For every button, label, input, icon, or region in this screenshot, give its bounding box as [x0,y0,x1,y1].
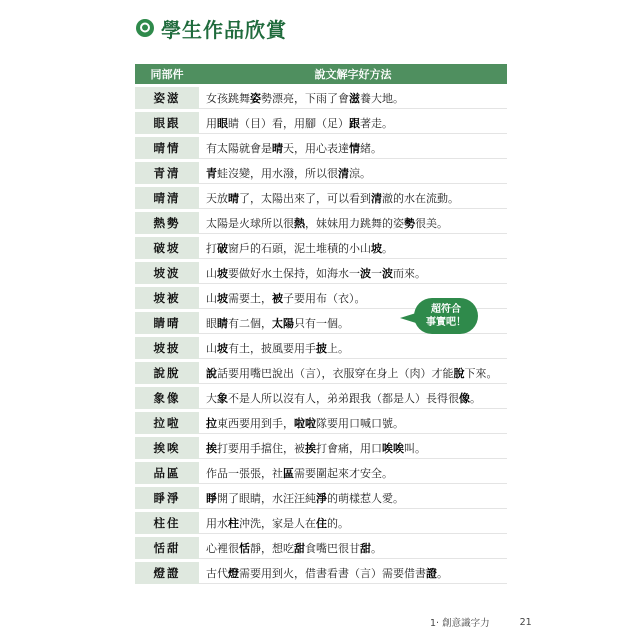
sentence-text: 了，太陽出來了，可以看到 [239,191,371,205]
component-pair: 拉啦 [135,412,199,434]
component-pair: 晴清 [135,187,199,209]
sentence-text: 的萌樣惹人愛。 [327,491,404,505]
highlighted-char: 太陽 [272,316,294,330]
explanation-sentence [199,387,507,409]
highlighted-char: 燈 [228,566,239,580]
highlighted-char: 像 [459,391,470,405]
table-row [135,462,507,484]
table-row [135,362,507,384]
explanation-sentence [199,512,507,534]
sentence-text: 有二個， [228,316,272,330]
highlighted-char: 晴 [228,191,239,205]
component-pair: 燈證 [135,562,199,584]
sentence-text: 心裡很 [206,541,239,555]
sentence-text: 子要用布（衣）。 [283,291,366,305]
sentence-text: 用 [206,116,217,130]
table-row [135,212,507,234]
component-pair: 象像 [135,387,199,409]
sentence-text: 需要圍起來才安全。 [294,466,393,480]
explanation-sentence [199,337,507,359]
component-pair: 恬甜 [135,537,199,559]
table-row [135,262,507,284]
bubble-line-2: 事實吧！ [426,317,466,328]
highlighted-char: 挨 [206,441,217,455]
sentence-text: 下來。 [464,366,498,380]
chapter-label: 1‧ 創意識字力 [430,618,490,629]
sentence-text: 一 [371,266,382,280]
highlighted-char: 住 [316,516,327,530]
explanation-sentence [199,187,507,209]
table-row [135,112,507,134]
highlighted-char: 晴 [272,141,283,155]
sentence-text: 很美。 [415,216,448,230]
table-row [135,137,507,159]
table-header-row [135,64,507,84]
sentence-text: 天放 [206,191,228,205]
sentence-text: 女孩跳舞 [206,91,250,105]
sentence-text: 需要土， [228,291,272,305]
sentence-text: 靜，想吃 [250,541,294,555]
explanation-sentence [199,362,507,384]
explanation-sentence [199,437,507,459]
explanation-sentence [199,262,507,284]
component-pair: 破坡 [135,237,199,259]
sentence-text: 用水 [206,516,228,530]
highlighted-char: 破 [217,241,228,255]
highlighted-char: 波 [360,266,371,280]
highlighted-char: 區 [283,466,294,480]
header-component: 同部件 [135,64,199,84]
sentence-text: 著走。 [360,116,393,130]
table-row [135,87,507,109]
highlighted-char: 清 [371,191,382,205]
sentence-text: 而來。 [393,266,426,280]
highlighted-char: 唉唉 [382,441,404,455]
highlighted-char: 青 [206,166,217,180]
table-row [135,187,507,209]
table-row [135,337,507,359]
highlighted-char: 滋 [349,91,360,105]
sentence-text: 。 [437,566,448,580]
sentence-text: ，妹妹用力跳舞的姿 [305,216,404,230]
explanation-sentence [199,87,507,109]
sentence-text: 山 [206,341,217,355]
sentence-text: 眼 [206,316,217,330]
sentence-text: 東西要用到手， [217,416,294,430]
highlighted-char: 被 [272,291,283,305]
highlighted-char: 熱 [294,216,305,230]
highlighted-char: 情 [349,141,360,155]
page-number: 21 [519,616,532,628]
sentence-text: 食嘴巴很甘 [305,541,360,555]
explanation-sentence [199,562,507,584]
sentence-text: 開了眼睛，水汪汪純 [217,491,316,505]
sentence-text: 養大地。 [360,91,404,105]
sentence-text: 上。 [327,341,349,355]
highlighted-char: 睜 [206,491,217,505]
sentence-text: 。 [382,241,393,255]
highlighted-char: 眼 [217,116,228,130]
explanation-sentence [199,212,507,234]
title-row [135,14,287,42]
sentence-text: 山 [206,266,217,280]
sentence-text: 打要用手擋住，被 [217,441,305,455]
page-title: 學生作品欣賞 [161,17,287,42]
table-row [135,237,507,259]
highlighted-char: 甜 [360,541,371,555]
sentence-text: 只有一個。 [294,316,349,330]
component-pair: 眼跟 [135,112,199,134]
component-pair: 姿滋 [135,87,199,109]
explanation-sentence [199,462,507,484]
sentence-text: 有土，披風要用手 [228,341,316,355]
component-pair: 柱住 [135,512,199,534]
page-footer [430,615,532,629]
table-row [135,512,507,534]
sentence-text: 古代 [206,566,228,580]
explanation-sentence [199,137,507,159]
sentence-text: 打會痛，用口 [316,441,382,455]
table-row [135,562,507,584]
sentence-text: 叫。 [404,441,426,455]
table-body [135,87,507,584]
sentence-text: 要做好水土保持，如海水一 [228,266,360,280]
highlighted-char: 坡 [217,291,228,305]
sentence-text: 作品一張張，社 [206,466,283,480]
sentence-text: 隊要用口喊口號。 [316,416,404,430]
sentence-text: 話要用嘴巴說出（言），衣服穿在身上（肉）才能 [217,366,454,380]
sentence-text: 有太陽就會是 [206,141,272,155]
highlighted-char: 象 [217,391,228,405]
highlighted-char: 坡 [217,266,228,280]
sentence-text: 太陽是火球所以很 [206,216,294,230]
chat-bubble-icon [135,18,155,38]
sentence-text: 勢漂亮，下雨了會 [261,91,349,105]
explanation-sentence [199,412,507,434]
sentence-text: 需要用到火，借書看書（言）需要借書 [239,566,426,580]
highlighted-char: 清 [338,166,349,180]
highlighted-char: 甜 [294,541,305,555]
speech-bubble [414,298,478,334]
sentence-text: 睛（目）看，用腳（足） [228,116,349,130]
sentence-text: 緒。 [360,141,382,155]
component-pair: 坡被 [135,287,199,309]
explanation-sentence [199,487,507,509]
sentence-text: 窗戶的石頭，泥土堆積的小山 [228,241,371,255]
table-row [135,487,507,509]
highlighted-char: 恬 [239,541,250,555]
highlighted-char: 坡 [371,241,382,255]
highlighted-char: 姿 [250,91,261,105]
table-row [135,437,507,459]
bubble-line-1: 超符合 [431,304,461,315]
highlighted-char: 說 [206,366,217,380]
component-pair: 說脫 [135,362,199,384]
highlighted-char: 柱 [228,516,239,530]
component-pair: 熱勢 [135,212,199,234]
component-pair: 坡波 [135,262,199,284]
highlighted-char: 淨 [316,491,327,505]
component-pair: 品區 [135,462,199,484]
sentence-text: 天，用心表達 [283,141,349,155]
sentence-text: 涼。 [349,166,371,180]
component-pair: 青清 [135,162,199,184]
sentence-text: 澈的水在流動。 [382,191,459,205]
highlighted-char: 拉 [206,416,217,430]
highlighted-char: 披 [316,341,327,355]
table-row [135,412,507,434]
header-method: 說文解字好方法 [199,64,507,84]
component-pair: 挨唉 [135,437,199,459]
explanation-sentence [199,162,507,184]
sentence-text: 蛙沒變，用水潑，所以很 [217,166,338,180]
highlighted-char: 坡 [217,341,228,355]
highlighted-char: 啦啦 [294,416,316,430]
highlighted-char: 波 [382,266,393,280]
table-row [135,387,507,409]
table-row [135,162,507,184]
sentence-text: 的。 [327,516,349,530]
highlighted-char: 勢 [404,216,415,230]
table-row [135,537,507,559]
highlighted-char: 跟 [349,116,360,130]
component-pair: 睛晴 [135,312,199,334]
highlighted-char: 脫 [453,366,465,380]
sentence-text: 山 [206,291,217,305]
component-pair: 坡披 [135,337,199,359]
component-pair: 睜淨 [135,487,199,509]
sentence-text: 沖洗，家是人在 [239,516,316,530]
highlighted-char: 證 [426,566,437,580]
sentence-text: 打 [206,241,217,255]
highlighted-char: 睛 [217,316,228,330]
sentence-text: 不是人所以沒有人，弟弟跟我（都是人）長得很 [228,391,459,405]
sentence-text: 。 [371,541,382,555]
component-pair: 晴情 [135,137,199,159]
sentence-text: 大 [206,391,217,405]
explanation-sentence [199,537,507,559]
highlighted-char: 挨 [305,441,316,455]
explanation-sentence [199,237,507,259]
sentence-text: 。 [470,391,481,405]
explanation-sentence [199,112,507,134]
